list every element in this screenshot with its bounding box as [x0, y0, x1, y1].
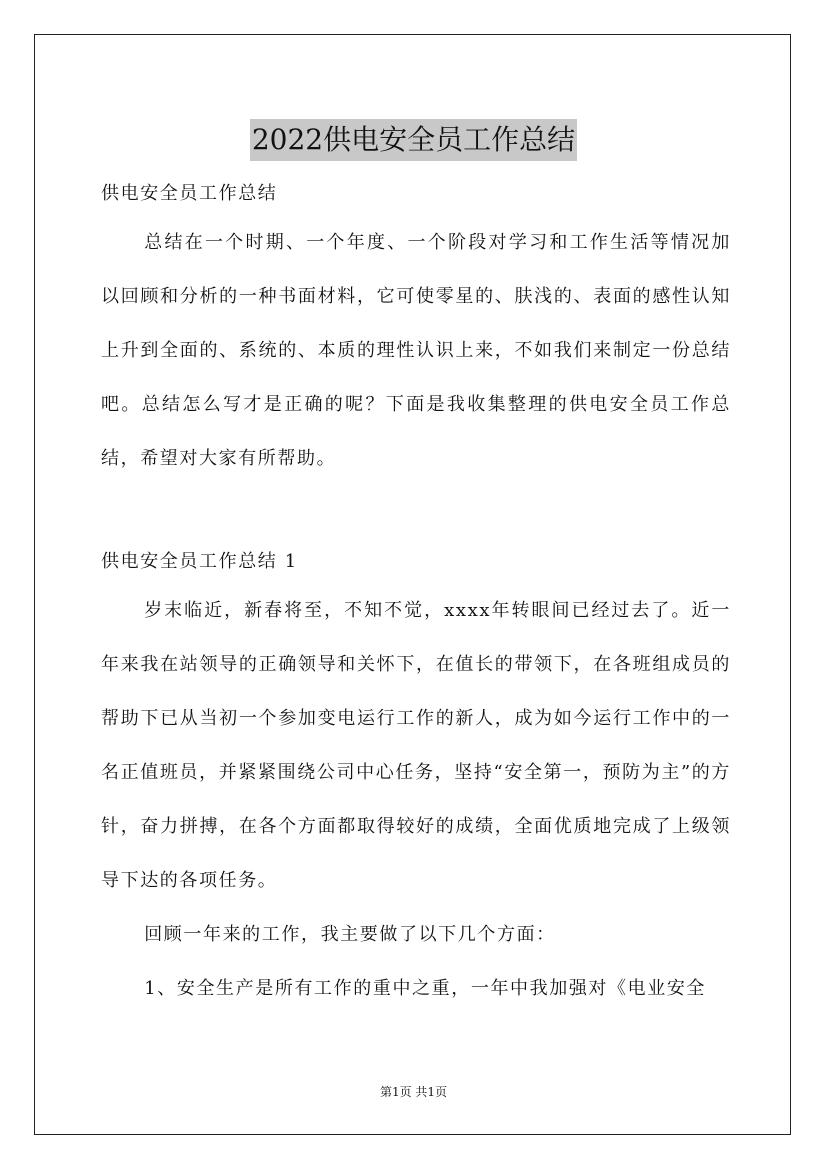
title-container [0, 100, 827, 180]
body-paragraph: 岁末临近，新春将至，不知不觉，xxxx年转眼间已经过去了。近一年来我在站领导的正确领导和关怀下，在值长的带领下，在各班组成员的帮助下已从当初一个参加变电运行工作的新人，成为如今运行工作中的一名正值班员，并紧紧围绕公司中心任务，坚持“安全第一，预防为主”的方针，奋力拼搏，在各个方面都取得较好的成绩，全面优质地完成了上级领导下达的各项任务。 [101, 600, 731, 891]
section-heading: 供电安全员工作总结 1 [101, 551, 298, 572]
page-footer: 第1页 共1页 [379, 1085, 448, 1099]
document-title: 2022供电安全员工作总结 [250, 119, 577, 161]
section-spacer [101, 486, 731, 540]
body-paragraph: 回顾一年来的工作，我主要做了以下几个方面： [144, 924, 556, 945]
body-paragraph: 1、安全生产是所有工作的重中之重，一年中我加强对《电业安全 [144, 978, 707, 999]
document-subtitle: 供电安全员工作总结 [101, 183, 278, 204]
intro-paragraph: 总结在一个时期、一个年度、一个阶段对学习和工作生活等情况加以回顾和分析的一种书面材料，它可使零星的、肤浅的、表面的感性认知上升到全面的、系统的、本质的理性认识上来，不如我们来制定一份总结吧。总结怎么写才是正确的呢？下面是我收集整理的供电安全员工作总结，希望对大家有所帮助。 [101, 232, 731, 469]
document-body [101, 172, 731, 1016]
